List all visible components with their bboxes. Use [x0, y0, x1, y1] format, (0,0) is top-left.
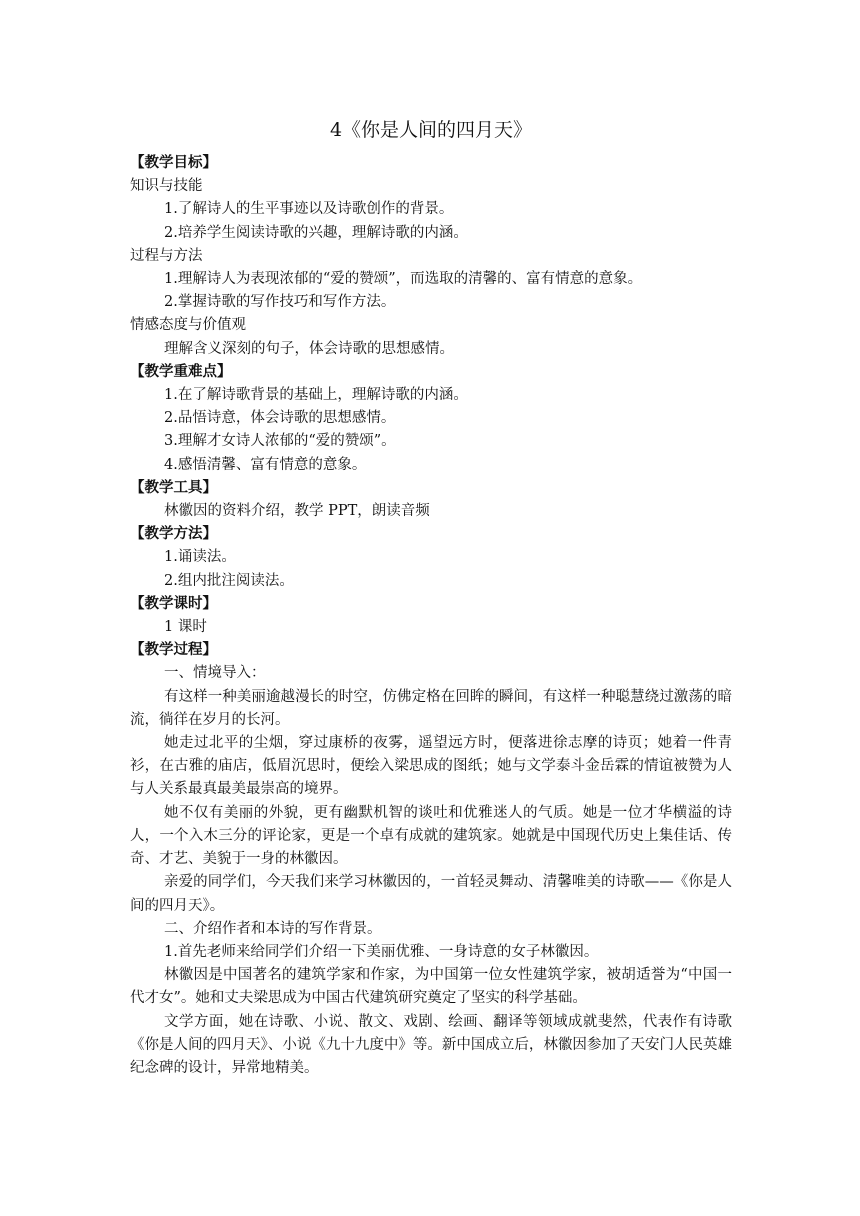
document-page: [130, 110, 732, 1080]
list-item: 2.品悟诗意，体会诗歌的思想感情。: [164, 410, 396, 427]
list-item: 1 课时: [164, 619, 207, 636]
section-heading: 【教学目标】: [130, 155, 217, 171]
section-heading: 【教学课时】: [130, 595, 217, 612]
paragraph: 亲爱的同学们，今天我们来学习林徽因的，一首轻灵舞动、清馨唯美的诗歌——《你是人间的四月天》。: [130, 874, 732, 914]
list-item: 1.在了解诗歌背景的基础上，理解诗歌的内涵。: [164, 387, 468, 404]
section-heading: 【教学方法】: [130, 526, 217, 543]
paragraph: 文学方面，她在诗歌、小说、散文、戏剧、绘画、翻译等领域成就斐然，代表作有诗歌《你是人间的四月天》、小说《九十九度中》等。新中国成立后，林徽因参加了天安门人民英雄纪念碑的设计，异常地精美。: [130, 1013, 732, 1076]
paragraph: 有这样一种美丽逾越漫长的时空，仿佛定格在回眸的瞬间，有这样一种聪慧绕过激荡的暗流，徜徉在岁月的长河。: [130, 688, 732, 728]
list-item: 1.首先老师来给同学们介绍一下美丽优雅、一身诗意的女子林徽因。: [164, 943, 599, 960]
subsection-label: 知识与技能: [130, 178, 203, 195]
section-heading: 【教学重难点】: [130, 363, 232, 380]
list-item: 林徽因的资料介绍，教学 PPT，朗读音频: [164, 503, 430, 520]
list-item: 2.掌握诗歌的写作技巧和写作方法。: [164, 294, 396, 311]
section-heading: 【教学过程】: [130, 642, 217, 659]
paragraph: 她不仅有美丽的外貌，更有幽默机智的谈吐和优雅迷人的气质。她是一位才华横溢的诗人，一个入木三分的评论家，更是一个卓有成就的建筑家。她就是中国现代历史上集佳话、传奇、才艺、美貌于一身的林徽因。: [130, 804, 732, 868]
list-item: 1.理解诗人为表现浓郁的“爱的赞颂”，而选取的清馨的、富有情意的意象。: [164, 271, 643, 288]
list-item: 2.培养学生阅读诗歌的兴趣，理解诗歌的内涵。: [164, 224, 468, 241]
subsection-label: 过程与方法: [130, 247, 203, 264]
section-heading: 【教学工具】: [130, 479, 217, 496]
list-item: 4.感悟清馨、富有情意的意象。: [164, 456, 367, 473]
list-item: 1.了解诗人的生平事迹以及诗歌创作的背景。: [164, 201, 454, 218]
list-item: 一、情境导入：: [164, 665, 266, 682]
document-body: [130, 152, 732, 1080]
subsection-label: 情感态度与价值观: [130, 317, 246, 334]
paragraph: 林徽因是中国著名的建筑学家和作家，为中国第一位女性建筑学家，被胡适誉为“中国一代才女”。她和丈夫梁思成为中国古代建筑研究奠定了坚实的科学基础。: [130, 967, 732, 1007]
list-item: 2.组内批注阅读法。: [164, 572, 294, 589]
list-item: 二、介绍作者和本诗的写作背景。: [164, 920, 382, 937]
list-item: 理解含义深刻的句子，体会诗歌的思想感情。: [164, 340, 454, 357]
document-title: 4《你是人间的四月天》: [329, 119, 533, 141]
list-item: 3.理解才女诗人浓郁的“爱的赞颂”。: [164, 433, 396, 450]
paragraph: 她走过北平的尘烟，穿过康桥的夜雾，遥望远方时，便落进徐志摩的诗页；她着一件青衫，在古雅的庙店，低眉沉思时，便绘入梁思成的图纸；她与文学泰斗金岳霖的情谊被赞为人与人关系最真最美最崇高的境界。: [130, 735, 732, 798]
list-item: 1.诵读法。: [164, 549, 236, 566]
